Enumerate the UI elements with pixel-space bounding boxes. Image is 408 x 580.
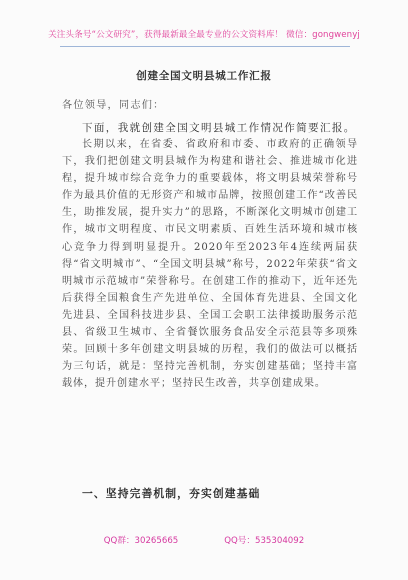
salutation: 各位领导，同志们： <box>62 100 165 111</box>
section-heading: 一、坚持完善机制，夯实创建基础 <box>82 487 261 500</box>
intro-sentence: 下面，我就创建全国文明县城工作情况作简要汇报。 <box>82 122 356 134</box>
footer-contact <box>0 534 408 546</box>
body-paragraph: 长期以来，在省委、省政府和市委、市政府的正确领导下，我们把创建文明县城作为构建和谐社会、推进城市化进程，提升城市综合竞争力的重要载体，将文明县城荣誉称号作为最具价值的无形资产和城市品牌，按照创建工作“改善民生，助推发展，提升实力”的思路，不断深化文明城市创建工作，城市文明程度、市民文明素质、百姓生活环境和城市核心竞争力得到明显提升。2020年至2023年4连续两届获得“省文明城市”、“全国文明县城”称号，2022年荣获“省文明城市示范城市”荣誉称号。在创建工作的推动下，近年还先后获得全国粮食生产先进单位、全国体育先进县、全国文化先进县、全国科技进步县、全国工会职工法律援助服务示范县、省级卫生城市、全省餐饮服务食品安全示范县等多项殊荣。回顾十多年创建文明县城的历程，我们的做法可以概括为三句话，就是：坚持完善机制，夯实创建基础；坚持丰富载体，提升创建水平；坚持民生改善，共享创建成果。 <box>62 139 358 390</box>
qq-group-number: QQ群：30265665 <box>103 536 179 546</box>
header-banner: 关注头条号“公文研究”，获得最新最全最专业的公文资料库！ 微信：gongwenyj <box>48 30 360 40</box>
document-title: 创建全国文明县城工作汇报 <box>136 70 272 82</box>
header-divider <box>60 46 350 47</box>
qq-number: QQ号：535304092 <box>224 536 305 546</box>
